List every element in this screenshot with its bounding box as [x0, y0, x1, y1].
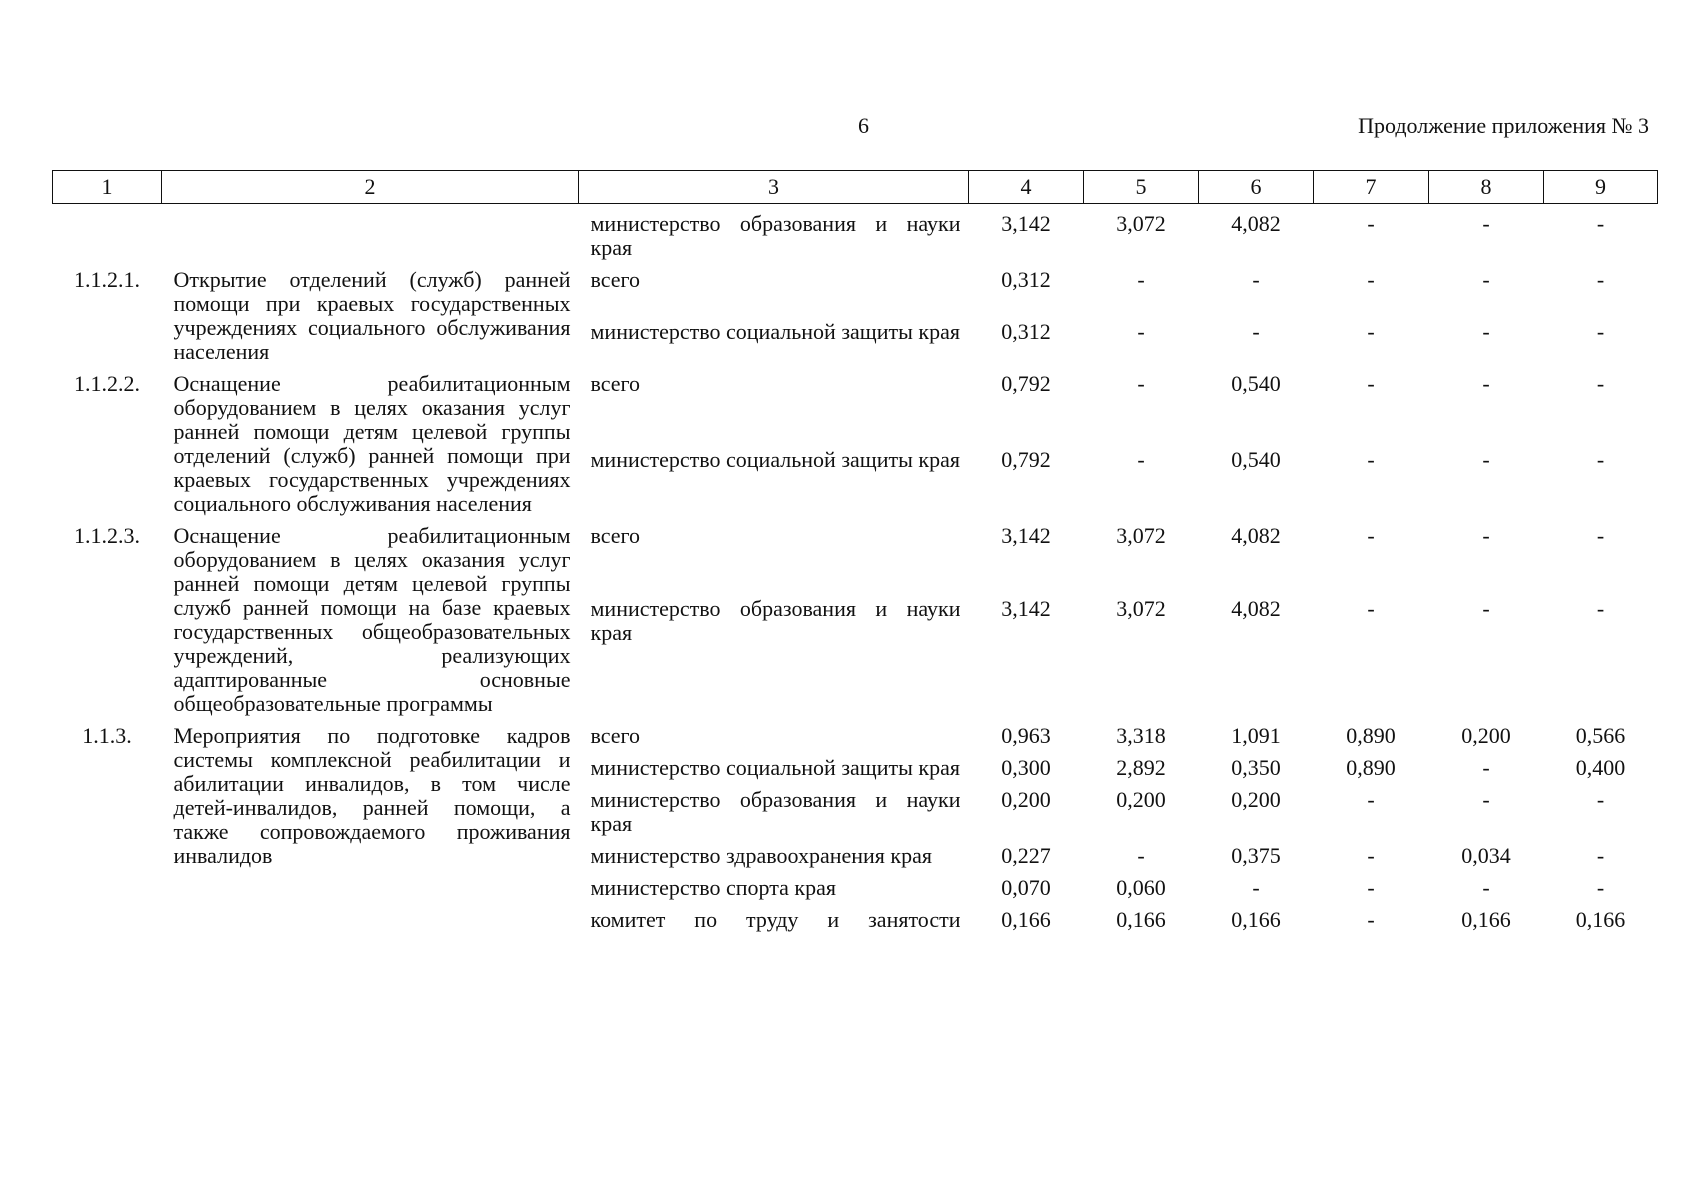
value-col-6: 4,082: [1231, 595, 1281, 621]
value-col-8: -: [1482, 787, 1490, 812]
value-col-8: 0,034: [1461, 843, 1511, 868]
value-col-8: -: [1482, 523, 1490, 548]
value-col-9: -: [1596, 447, 1605, 472]
column-header-7: 7: [1314, 171, 1429, 204]
value-col-5: 0,060: [1116, 875, 1166, 900]
value-col-4: 0,070: [1001, 875, 1051, 900]
value-col-4: 0,200: [1001, 787, 1051, 812]
value-col-4: 0,300: [1001, 755, 1051, 780]
row-funding-source: министерство здравоохранения края: [590, 843, 932, 868]
value-col-7: -: [1367, 523, 1375, 548]
value-col-6: -: [1252, 875, 1260, 900]
value-col-4: 0,792: [1001, 371, 1051, 396]
value-col-9: -: [1596, 371, 1605, 396]
row-description: Мероприятия по подготовке кадров системы комплексной реабилитации и абилитации инвалидов, в том числе детей-инвалидов, ранней помощи, а также сопровождаемого проживания инвалидов: [173, 723, 571, 868]
value-col-5: 3,072: [1116, 595, 1166, 621]
continuation-caption: Продолжение приложения № 3: [1358, 113, 1649, 138]
row-code: 1.1.2.3.: [74, 523, 140, 548]
column-header-9: 9: [1544, 171, 1658, 204]
column-header-6: 6: [1199, 171, 1314, 204]
row-description: [162, 204, 579, 261]
row-funding-source: всего: [590, 371, 641, 396]
value-col-4: 0,792: [1001, 447, 1051, 472]
value-col-6: 0,540: [1231, 447, 1281, 472]
value-col-7: -: [1367, 595, 1375, 621]
row-funding-source: министерство социальной защиты края: [590, 447, 960, 472]
row-funding-source: министерство социальной защиты края: [590, 319, 960, 344]
value-col-6: -: [1252, 267, 1260, 292]
value-col-9: 0,166: [1575, 907, 1626, 932]
value-col-5: -: [1137, 371, 1145, 396]
value-col-6: 4,082: [1231, 211, 1281, 236]
column-header-1: 1: [53, 171, 162, 204]
value-col-6: 0,350: [1231, 755, 1281, 780]
table-header: [53, 171, 1658, 204]
value-col-9: -: [1596, 319, 1605, 344]
value-col-4: 0,166: [1001, 907, 1051, 932]
value-col-6: -: [1252, 319, 1260, 344]
value-col-6: 1,091: [1231, 723, 1281, 748]
value-col-6: 4,082: [1231, 523, 1281, 548]
row-funding-source: министерство образования и науки края: [590, 211, 961, 260]
value-col-7: -: [1367, 907, 1375, 932]
table-body: [53, 204, 1658, 933]
value-col-9: -: [1596, 787, 1605, 812]
value-col-9: -: [1596, 211, 1605, 236]
row-funding-source: комитет по труду и занятости: [590, 907, 961, 932]
column-header-3: 3: [579, 171, 969, 204]
column-header-8: 8: [1429, 171, 1544, 204]
page-number: 6: [858, 113, 869, 138]
row-code: [53, 204, 162, 261]
row-funding-source: министерство спорта края: [590, 875, 836, 900]
value-col-8: -: [1482, 371, 1490, 396]
value-col-5: 3,318: [1116, 723, 1166, 748]
value-col-7: -: [1367, 875, 1375, 900]
table-row: [53, 516, 1658, 589]
budget-table: [52, 170, 1658, 932]
table-row: [53, 260, 1658, 312]
table-row: [53, 364, 1658, 440]
column-header-5: 5: [1084, 171, 1199, 204]
row-funding-source: министерство социальной защиты края: [590, 755, 960, 780]
value-col-8: -: [1482, 595, 1490, 621]
table-row: [53, 204, 1658, 261]
value-col-6: 0,540: [1231, 371, 1281, 396]
value-col-7: 0,890: [1346, 755, 1396, 780]
value-col-9: -: [1596, 267, 1605, 292]
value-col-4: 0,227: [1001, 843, 1051, 868]
value-col-5: 3,072: [1116, 523, 1166, 548]
value-col-5: 2,892: [1116, 755, 1166, 780]
row-code: 1.1.3.: [82, 723, 132, 748]
value-col-4: 3,142: [1001, 595, 1051, 621]
value-col-7: -: [1367, 787, 1375, 812]
value-col-7: -: [1367, 267, 1375, 292]
value-col-6: 0,166: [1231, 907, 1281, 932]
row-description: Оснащение реабилитационным оборудованием в целях оказания услуг ранней помощи детям целевой группы отделений (служб) ранней помощи при краевых государственных учреждениях социального обслуживания населения: [173, 371, 571, 516]
value-col-6: 0,200: [1231, 787, 1281, 812]
value-col-6: 0,375: [1231, 843, 1281, 868]
value-col-7: -: [1367, 447, 1375, 472]
value-col-9: -: [1596, 523, 1605, 548]
value-col-7: 0,890: [1346, 723, 1396, 748]
value-col-4: 0,312: [1001, 267, 1051, 292]
value-col-4: 0,312: [1001, 319, 1051, 344]
value-col-9: 0,400: [1575, 755, 1626, 780]
header-row: [53, 171, 1658, 204]
value-col-9: -: [1596, 843, 1605, 868]
row-funding-source: министерство образования и науки края: [590, 787, 961, 836]
value-col-5: 0,166: [1116, 907, 1166, 932]
value-col-9: 0,566: [1575, 723, 1626, 748]
row-code: 1.1.2.2.: [74, 371, 140, 396]
value-col-7: -: [1367, 371, 1375, 396]
value-col-5: -: [1137, 319, 1145, 344]
row-description: Открытие отделений (служб) ранней помощи при краевых государственных учреждениях социального обслуживания населения: [173, 267, 571, 364]
value-col-8: -: [1482, 267, 1490, 292]
value-col-5: -: [1137, 447, 1145, 472]
column-header-2: 2: [162, 171, 579, 204]
value-col-5: -: [1137, 843, 1145, 868]
value-col-8: -: [1482, 319, 1490, 344]
value-col-4: 0,963: [1001, 723, 1051, 748]
value-col-7: -: [1367, 211, 1375, 236]
value-col-7: -: [1367, 843, 1375, 868]
row-funding-source: всего: [590, 723, 641, 748]
value-col-5: -: [1137, 267, 1145, 292]
value-col-8: -: [1482, 875, 1490, 900]
row-funding-source: всего: [590, 523, 641, 548]
value-col-8: -: [1482, 447, 1490, 472]
value-col-8: 0,200: [1461, 723, 1511, 748]
value-col-8: 0,166: [1461, 907, 1511, 932]
row-funding-source: всего: [590, 267, 641, 292]
value-col-8: -: [1482, 755, 1490, 780]
value-col-5: 0,200: [1116, 787, 1166, 812]
value-col-9: -: [1596, 875, 1605, 900]
row-funding-source: министерство образования и науки края: [590, 595, 961, 645]
value-col-4: 3,142: [1001, 211, 1051, 236]
row-code: 1.1.2.1.: [74, 267, 140, 292]
value-col-9: -: [1596, 595, 1605, 621]
table-row: [53, 716, 1658, 748]
value-col-8: -: [1482, 211, 1490, 236]
row-description: Оснащение реабилитационным оборудованием в целях оказания услуг ранней помощи детям целевой группы служб ранней помощи на базе краевых государственных общеобразовательных учреждений, реализующих адаптированные основные общеобразовательные программы: [173, 523, 571, 716]
value-col-7: -: [1367, 319, 1375, 344]
value-col-4: 3,142: [1001, 523, 1051, 548]
value-col-5: 3,072: [1116, 211, 1166, 236]
column-header-4: 4: [969, 171, 1084, 204]
